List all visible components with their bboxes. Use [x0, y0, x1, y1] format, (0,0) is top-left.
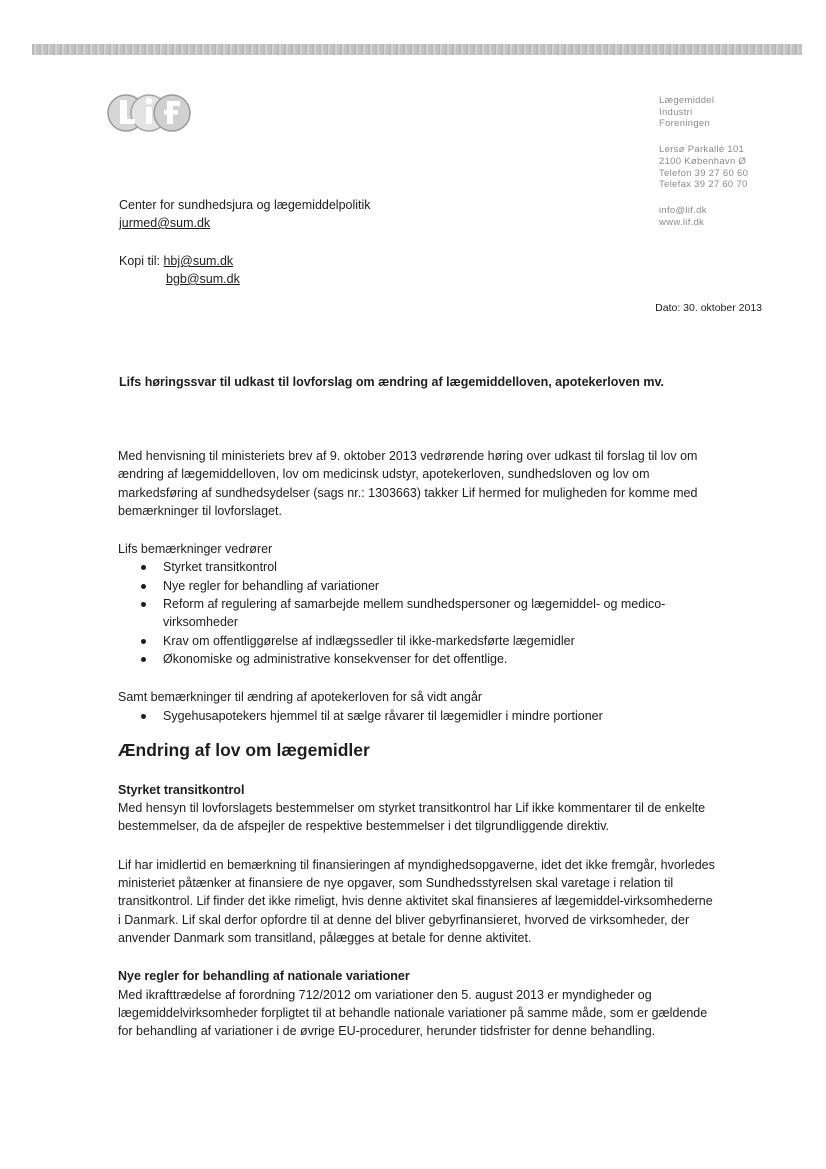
list-item: Krav om offentliggørelse af indlægssedler til ikke-markedsførte lægemidler: [140, 632, 718, 650]
paragraph: Lif har imidlertid en bemærkning til finansieringen af myndighedsopgaverne, idet det ikke fremgår, hvorledes ministeriet påtænker at finansiere de nye opgaver, som Sundhedsstyrelsen skal varetage i relation til transitkontrol. Lif finder det ikke rimeligt, hvis denne aktivitet skal finansieres af lægemiddel-virksomhederne i Danmark. Lif skal derfor opfordre til at denne del bliver gebyrfinansieret, hvorved de virksomheder, der anvender Danmark som transitland, pålægges at betale for denne aktivitet.: [118, 857, 715, 945]
sender-info: [659, 95, 799, 228]
recipient-block: [119, 196, 371, 232]
subsection-heading: Nye regler for behandling af nationale variationer: [118, 969, 410, 984]
org-name-line: Industri: [659, 106, 693, 118]
list-item: Økonomiske og administrative konsekvenser for det offentlige.: [140, 650, 718, 668]
remarks-lead: Lifs bemærkninger vedrører: [118, 542, 273, 557]
recipient-email-link[interactable]: jurmed@sum.dk: [119, 216, 211, 230]
scan-artifact-bar: [32, 44, 802, 55]
org-name-line: Foreningen: [659, 118, 711, 130]
website-line: www.lif.dk: [659, 216, 705, 228]
fax-line: Telefax 39 27 60 70: [659, 179, 748, 191]
phone-line: Telefon 39 27 60 60: [659, 167, 749, 179]
copy-email-link[interactable]: hbj@sum.dk: [163, 254, 234, 268]
letter-subject: Lifs høringssvar til udkast til lovforslag om ændring af lægemiddelloven, apotekerloven mv.: [119, 375, 665, 389]
intro-paragraph: Med henvisning til ministeriets brev af 9. oktober 2013 vedrørende høring over udkast til forslag til lov om ændring af lægemiddelloven, lov om medicinsk udstyr, apotekerloven, sundhedsloven og lov om markedsføring af sundhedsydelser (sags nr.: 1303663) takker Lif hermed for muligheden for komme med bemærkninger til lovforslaget.: [118, 449, 698, 518]
org-name-line: Lægemiddel: [659, 95, 715, 106]
pharmacy-list: [118, 707, 718, 725]
copy-block: [119, 252, 240, 288]
letter-body: [118, 447, 718, 1040]
address-line: Lersø Parkallé 101: [659, 144, 745, 156]
email-line: info@lif.dk: [659, 204, 707, 216]
list-item: Reform af regulering af samarbejde mellem sundhedspersoner og lægemiddel- og medico-virksomheder: [140, 595, 718, 632]
copy-email-link[interactable]: bgb@sum.dk: [166, 272, 240, 286]
copy-label: Kopi til:: [119, 254, 160, 268]
list-item: Sygehusapotekers hjemmel til at sælge råvarer til lægemidler i mindre portioner: [140, 707, 718, 725]
list-item: Nye regler for behandling af variationer: [140, 577, 718, 595]
address-line: 2100 København Ø: [659, 155, 747, 167]
lif-logo: [106, 92, 192, 132]
letter-date: Dato: 30. oktober 2013: [655, 302, 762, 314]
subsection-heading: Styrket transitkontrol: [118, 782, 245, 797]
section-heading: Ændring af lov om lægemidler: [118, 739, 370, 760]
remarks-list: [118, 558, 718, 668]
pharmacy-lead: Samt bemærkninger til ændring af apotekerloven for så vidt angår: [118, 690, 483, 705]
list-item: Styrket transitkontrol: [140, 558, 718, 576]
paragraph: Med ikrafttrædelse af forordning 712/2012 om variationer den 5. august 2013 er myndigheder og lægemiddelvirksomheder forpligtet til at behandle nationale variationer på samme måde, som er gældende for behandling af variationer i de øvrige EU-procedurer, herunder tidsfrister for denne behandling.: [118, 987, 708, 1039]
paragraph: Med hensyn til lovforslagets bestemmelser om styrket transitkontrol har Lif ikke kommentarer til de enkelte bestemmelser, da de afspejler de respektive bestemmelser i det tilgrundliggende direktiv.: [118, 801, 706, 834]
recipient-name: Center for sundhedsjura og lægemiddelpolitik: [119, 198, 371, 212]
